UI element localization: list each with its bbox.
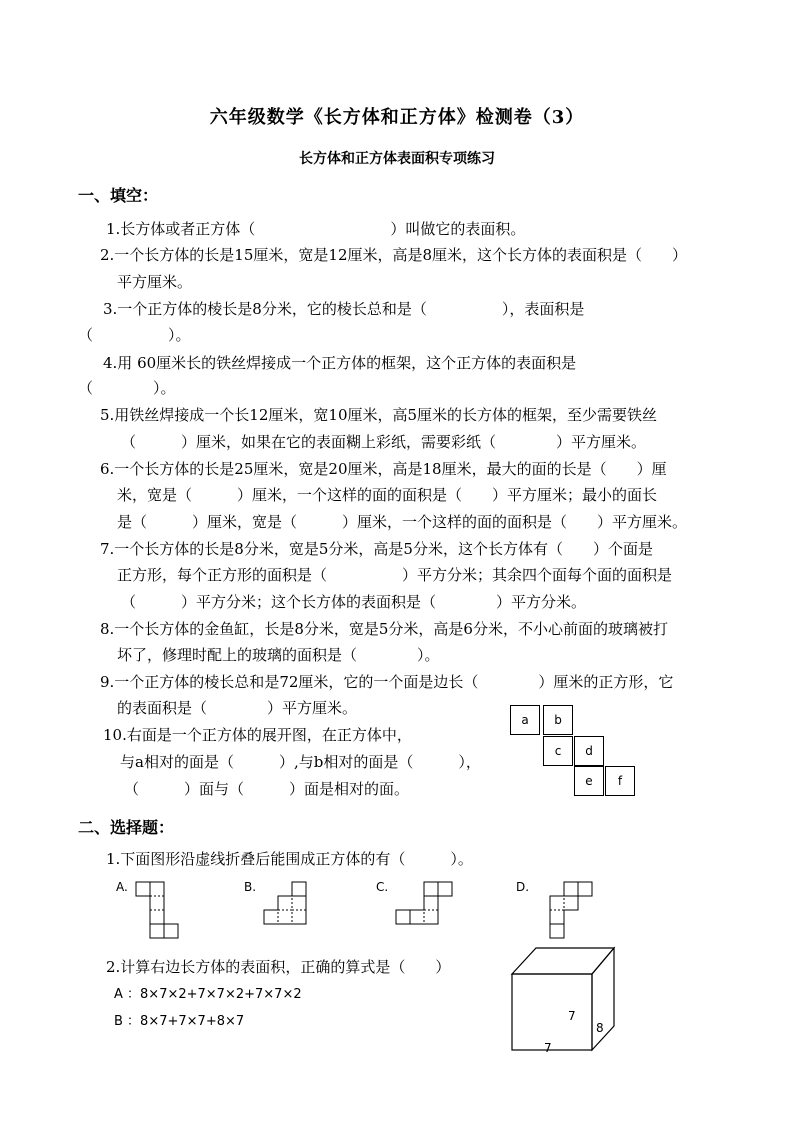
page-subtitle: 长方体和正方体表面积专项练习 <box>299 151 495 167</box>
q2-line1: 2.一个长方体的长是15厘米，宽是12厘米，高是8厘米，这个长方体的表面积是（ ） <box>100 246 688 264</box>
q8-line2: 坏了，修理时配上的玻璃的面积是（ ）。 <box>117 646 440 664</box>
net-face-d: d <box>574 736 604 766</box>
cuboid-diagram <box>506 944 616 1054</box>
q9-line1: 9.一个正方体的棱长总和是72厘米，它的一个面是边长（ ）厘米的正方形，它 <box>100 673 674 691</box>
q10-line2: 与a相对的面是（ ）,与b相对的面是（ ）， <box>120 753 481 771</box>
q5-line1: 5.用铁丝焊接成一个长12厘米，宽10厘米，高5厘米的长方体的框架，至少需要铁丝 <box>100 406 658 424</box>
s2q2-text: 2.计算右边长方体的表面积，正确的算式是（ ） <box>106 958 451 976</box>
net-face-c: c <box>543 736 573 766</box>
q1-text: 1.长方体或者正方体（ ）叫做它的表面积。 <box>106 220 526 238</box>
q6-line2: 米，宽是（ ）厘米，一个这样的面的面积是（ ）平方厘米；最小的面长 <box>117 486 658 504</box>
s2q2-option-a: A ：8×7×2+7×7×2+7×7×2 <box>114 987 302 1002</box>
cuboid-depth-label: 8 <box>596 1021 604 1035</box>
net-face-b: b <box>543 705 573 735</box>
q10-line1: 10.右面是一个正方体的展开图，在正方体中， <box>103 726 412 744</box>
section1-heading: 一、填空： <box>78 186 159 205</box>
option-b-net <box>262 880 308 926</box>
page-title: 六年级数学《长方体和正方体》检测卷（3） <box>209 107 585 128</box>
option-c-net <box>394 880 454 926</box>
option-c-label: C. <box>376 880 389 894</box>
net-face-e: e <box>574 766 604 796</box>
q6-line3: 是（ ）厘米，宽是（ ）厘米，一个这样的面的面积是（ ）平方厘米。 <box>117 513 688 531</box>
q3-line2: （ ）。 <box>78 326 191 344</box>
q6-line1: 6.一个长方体的长是25厘米，宽是20厘米，高是18厘米，最大的面的长是（ ）厘 <box>100 460 667 478</box>
option-b-label: B. <box>244 880 257 894</box>
s2q1-text: 1.下面图形沿虚线折叠后能围成正方体的有（ ）。 <box>106 850 473 868</box>
net-face-f: f <box>605 766 635 796</box>
option-a-label: A. <box>116 880 128 894</box>
q10-line3: （ ）面与（ ）面是相对的面。 <box>124 780 410 798</box>
option-a-net <box>134 880 180 942</box>
cuboid-height-label: 7 <box>568 1009 576 1023</box>
q4-line1: 4.用 60厘米长的铁丝焊接成一个正方体的框架，这个正方体的表面积是 <box>103 354 577 372</box>
net-face-a: a <box>510 705 540 735</box>
option-d-net <box>534 880 594 942</box>
cuboid-width-label: 7 <box>544 1041 552 1054</box>
q2-line2: 平方厘米。 <box>117 273 193 291</box>
option-d-label: D. <box>516 880 530 894</box>
q5-line2: （ ）厘米，如果在它的表面糊上彩纸，需要彩纸（ ）平方厘米。 <box>121 433 647 451</box>
q8-line1: 8.一个长方体的金鱼缸，长是8分米，宽是5分米，高是6分米，不小心前面的玻璃被打 <box>100 620 668 638</box>
q7-line1: 7.一个长方体的长是8分米，宽是5分米，高是5分米，这个长方体有（ ）个面是 <box>100 540 653 558</box>
cuboid-top-face <box>512 948 614 974</box>
q7-line3: （ ）平方分米；这个长方体的表面积是（ ）平方分米。 <box>121 593 587 611</box>
q7-line2: 正方形，每个正方形的面积是（ ）平方分米；其余四个面每个面的面积是 <box>117 566 673 584</box>
q4-line2: （ ）。 <box>78 379 176 397</box>
q9-line2: 的表面积是（ ）平方厘米。 <box>117 699 358 717</box>
cuboid-front-face <box>512 974 592 1050</box>
q3-line1: 3.一个正方体的棱长是8分米，它的棱长总和是（ ），表面积是 <box>103 300 585 318</box>
section2-heading: 二、选择题： <box>78 818 175 837</box>
s2q2-option-b: B ：8×7+7×7+8×7 <box>114 1014 245 1029</box>
